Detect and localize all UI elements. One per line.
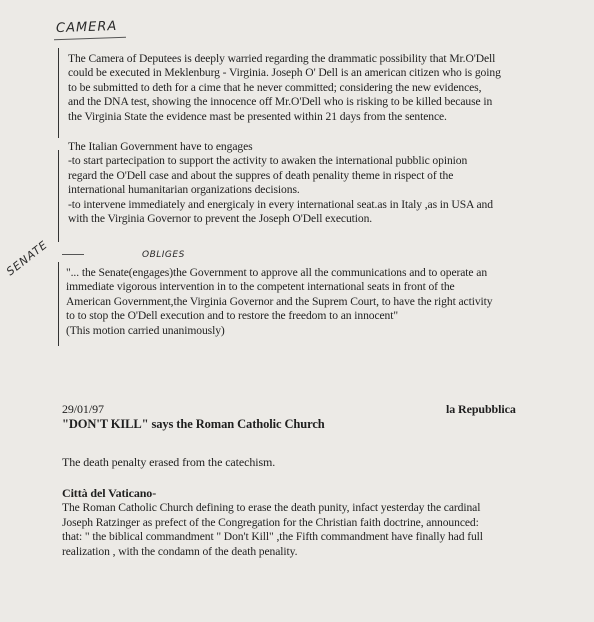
article-headline: "DON'T KILL" says the Roman Catholic Church: [62, 417, 325, 431]
margin-bracket-camera-2: [58, 150, 59, 242]
article-body: [62, 501, 590, 559]
camera-p1-line: and the DNA test, showing the innocence off Mr.O'Dell who is risking to be killed because in: [68, 95, 493, 109]
senate-line: to to stop the O'Dell execution and to restore the freedom to an innocent": [66, 309, 399, 323]
article-body-line: that: " the biblical commandment " Don't Kill" ,the Fifth commandment have finally had full: [62, 530, 483, 544]
senate-line: American Government,the Virginia Governor and the Suprem Court, to have the right activity: [66, 294, 493, 308]
senate-line: (This motion carried unanimously): [66, 323, 225, 337]
senate-line: immediate vigorous intervention in to the competent international seats in front of the: [66, 280, 455, 294]
article-source: la Repubblica: [446, 402, 516, 416]
camera-p1-line: the Virginia State the evidence mast be presented within 21 days from the sentence.: [68, 109, 447, 123]
article-body-line: The Roman Catholic Church defining to erase the death punity, infact yesterday the cardinal: [62, 501, 481, 514]
handwritten-obliges-label: OBLIGES: [142, 250, 185, 260]
camera-p2-line: with the Virginia Governor to prevent the Joseph O'Dell execution.: [68, 212, 373, 226]
camera-p2-line: -to start partecipation to support the activity to awaken the international pubblic opinion: [68, 154, 468, 168]
margin-bracket-camera-1: [58, 48, 59, 138]
camera-p1-line: could be executed in Meklenburg - Virginia. Joseph O' Dell is an american citizen who is going: [68, 66, 501, 80]
senate-line: "... the Senate(engages)the Government to approve all the communications and to operate an: [66, 266, 488, 279]
camera-p2-line: international humanitarian organizations decisions.: [68, 183, 300, 197]
senate-paragraph: [66, 266, 590, 338]
handwritten-senate-label: SENATE: [4, 238, 51, 279]
margin-bracket-senate: [58, 262, 59, 346]
handwritten-separator: [62, 254, 84, 255]
article-subheading: The death penalty erased from the catechism.: [62, 455, 276, 469]
article-body-line: Joseph Ratzinger as prefect of the Congregation for the Christian faith doctrine, announced:: [62, 515, 479, 529]
camera-p2-line: The Italian Government have to engages: [68, 140, 253, 153]
camera-p1-line: to be submitted to deth for a cime that he never committed; considering the new evidences,: [68, 80, 482, 94]
camera-p2-line: -to intervene immediately and energicaly in every international seat.as in Italy ,as in USA and: [68, 197, 493, 211]
camera-paragraph-2: [68, 140, 590, 226]
camera-underline: [54, 37, 126, 41]
camera-paragraph-1: [68, 52, 588, 124]
article-body-line: realization , with the condamn of the death penality.: [62, 544, 298, 558]
camera-p2-line: regard the O'Dell case and about the suppres of death penality theme in rispect of the: [68, 168, 454, 182]
handwritten-camera-label: CAMERA: [55, 18, 118, 37]
article-date: 29/01/97: [62, 402, 104, 416]
article-dateline: Città del Vaticano-: [62, 486, 157, 500]
camera-p1-line: The Camera of Deputees is deeply warried regarding the drammatic possibility that Mr.O'Dell: [68, 52, 496, 65]
